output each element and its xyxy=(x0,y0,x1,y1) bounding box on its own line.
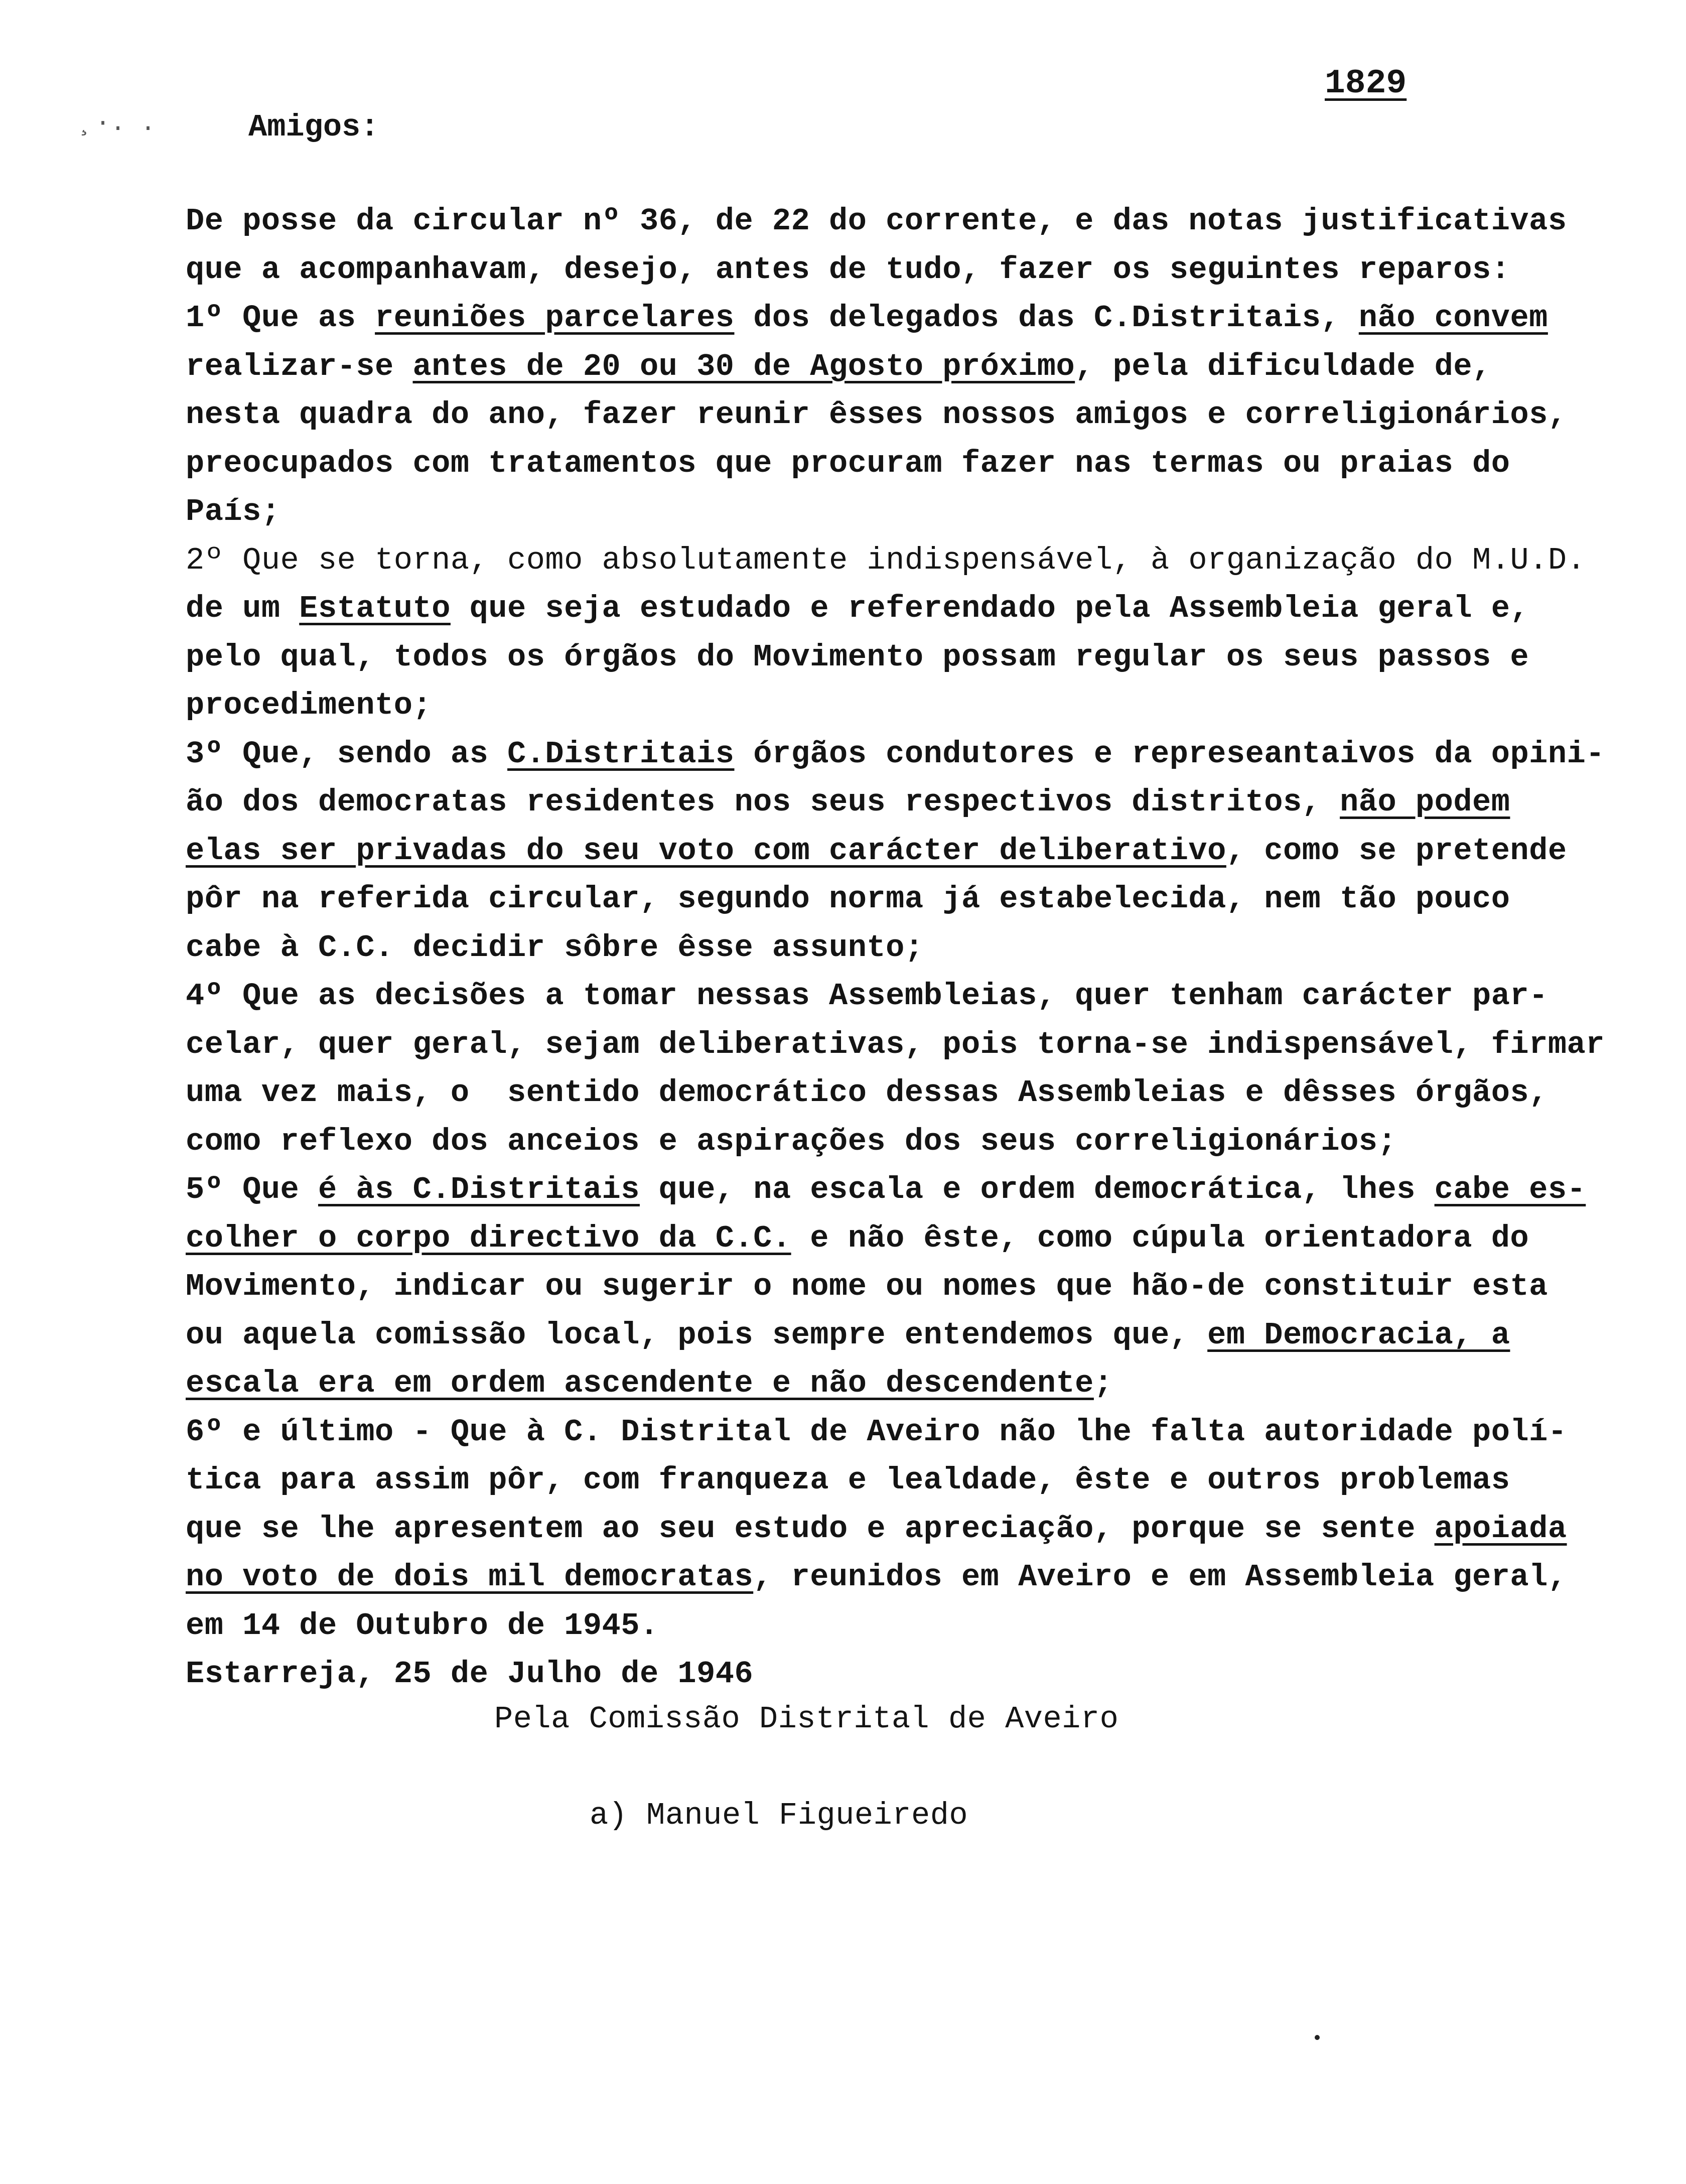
text-run: , pela dificuldade de, xyxy=(1075,348,1491,384)
body-line xyxy=(186,593,1641,624)
body-line xyxy=(186,1607,1641,1644)
text-run: pelo qual, todos os órgãos do Movimento possam regular os seus passos e xyxy=(186,639,1529,675)
page-number: 1829 xyxy=(1325,64,1407,103)
text-run: órgãos condutores e represeantaivos da opini- xyxy=(734,736,1605,772)
body-line xyxy=(186,1026,1641,1062)
body-line xyxy=(186,690,1641,721)
body-line xyxy=(186,1123,1641,1159)
text-run: celar, quer geral, sejam deliberativas, pois torna-se indispensável, firmar xyxy=(186,1026,1605,1062)
underlined-text: em Democracia, a xyxy=(1207,1317,1510,1353)
underlined-text: é às C.Distritais xyxy=(318,1172,640,1207)
text-run: 6º e último - Que à C. Distrital de Aveiro não lhe falta autoridade polí- xyxy=(186,1414,1567,1450)
text-run: , como se pretende xyxy=(1226,833,1567,869)
text-run: realizar-se xyxy=(186,348,413,384)
body-line xyxy=(186,300,1641,336)
underlined-text: apoiada xyxy=(1434,1511,1567,1547)
paper-speck xyxy=(1315,2035,1320,2040)
underlined-text: cabe es- xyxy=(1434,1172,1586,1207)
text-run: de um xyxy=(186,591,300,626)
text-run: Movimento, indicar ou sugerir o nome ou nomes que hão-de constituir esta xyxy=(186,1269,1548,1304)
body-line xyxy=(186,1368,1641,1399)
margin-marks: ¸·. . xyxy=(80,109,156,138)
body-line xyxy=(186,736,1641,772)
text-run: que seja estudado e referendado pela Assembleia geral e, xyxy=(450,591,1529,626)
text-run: tica para assim pôr, com franqueza e lealdade, êste e outros problemas xyxy=(186,1462,1510,1498)
body-line xyxy=(186,445,1641,481)
text-run: cabe à C.C. decidir sôbre êsse assunto; xyxy=(186,929,924,966)
underlined-text: Estatuto xyxy=(299,591,451,626)
underlined-text: C.Distritais xyxy=(507,736,735,772)
text-run: preocupados com tratamentos que procuram fazer nas termas ou praias do xyxy=(186,445,1510,481)
body-line xyxy=(186,1271,1641,1302)
text-run: que, na escala e ordem democrática, lhes xyxy=(639,1172,1435,1207)
body-line xyxy=(186,1462,1641,1498)
text-run: Estarreja, 25 de Julho de 1946 xyxy=(186,1656,754,1692)
text-run: ão dos democratas residentes nos seus respectivos distritos, xyxy=(186,784,1340,820)
underlined-text: antes de 20 ou 30 de Agosto próximo xyxy=(412,348,1075,384)
body-line xyxy=(186,203,1641,239)
text-run: De posse da circular nº 36, de 22 do corrente, e das notas justificativas xyxy=(186,203,1567,239)
body-line xyxy=(186,1077,1641,1109)
text-run: uma vez mais, o sentido democrático dessas Assembleias e dêsses órgãos, xyxy=(186,1075,1548,1111)
body-line xyxy=(186,1511,1641,1547)
text-run: pôr na referida circular, segundo norma já estabelecida, nem tão pouco xyxy=(186,881,1510,917)
text-run: 3º Que, sendo as xyxy=(186,736,508,772)
body-line xyxy=(186,1559,1641,1595)
text-run: dos delegados das C.Distritais, xyxy=(734,300,1359,336)
underlined-text: escala era em ordem ascendente e não descendente xyxy=(186,1366,1094,1401)
body-line xyxy=(186,542,1641,578)
body-line xyxy=(186,1317,1641,1353)
text-run: como reflexo dos anceios e aspirações dos seus correligionários; xyxy=(186,1123,1397,1159)
body-line xyxy=(186,1656,1641,1692)
text-run: ou aquela comissão local, pois sempre entendemos que, xyxy=(186,1317,1208,1353)
body-line xyxy=(186,399,1641,431)
salutation: Amigos: xyxy=(248,109,379,145)
body-line xyxy=(186,348,1641,384)
underlined-text: não podem xyxy=(1340,784,1510,820)
underlined-text: no voto de dois mil democratas xyxy=(186,1559,754,1595)
underlined-text: não convem xyxy=(1358,300,1548,336)
text-run: País; xyxy=(186,494,280,529)
underlined-text: elas ser privadas do seu voto com carácter deliberativo xyxy=(186,833,1226,869)
body-line xyxy=(186,251,1641,288)
text-run: e não êste, como cúpula orientadora do xyxy=(791,1220,1529,1256)
text-run: 4º Que as decisões a tomar nessas Assembleias, quer tenham carácter par- xyxy=(186,978,1548,1014)
body-line xyxy=(186,639,1641,675)
underlined-text: reuniões parcelares xyxy=(375,300,735,336)
body-line xyxy=(186,1174,1641,1205)
text-run: 1º Que as xyxy=(186,300,375,336)
body-line xyxy=(186,1414,1641,1450)
body-line xyxy=(186,833,1641,869)
text-run: 5º Que xyxy=(186,1172,318,1207)
text-run: que se lhe apresentem ao seu estudo e apreciação, porque se sente xyxy=(186,1511,1435,1547)
signature-organization: Pela Comissão Distrital de Aveiro xyxy=(494,1701,1119,1737)
signature-name: a) Manuel Figueiredo xyxy=(590,1798,968,1833)
text-run: nesta quadra do ano, fazer reunir êsses nossos amigos e correligionários, xyxy=(186,397,1567,433)
body-line xyxy=(186,978,1641,1014)
text-run: procedimento; xyxy=(186,688,432,723)
body-line xyxy=(186,496,1641,527)
text-run: que a acompanhavam, desejo, antes de tudo, fazer os seguintes reparos: xyxy=(186,251,1510,288)
body-line xyxy=(186,1220,1641,1256)
body-line xyxy=(186,881,1641,917)
text-run: em 14 de Outubro de 1945. xyxy=(186,1607,659,1644)
text-run: ; xyxy=(1093,1366,1113,1401)
body-line xyxy=(186,929,1641,966)
text-run: , reunidos em Aveiro e em Assembleia geral, xyxy=(753,1559,1567,1595)
body-line xyxy=(186,784,1641,820)
text-run: 2º Que se torna, como absolutamente indispensável, à organização do M.U.D. xyxy=(186,542,1586,578)
underlined-text: colher o corpo directivo da C.C. xyxy=(186,1220,791,1256)
